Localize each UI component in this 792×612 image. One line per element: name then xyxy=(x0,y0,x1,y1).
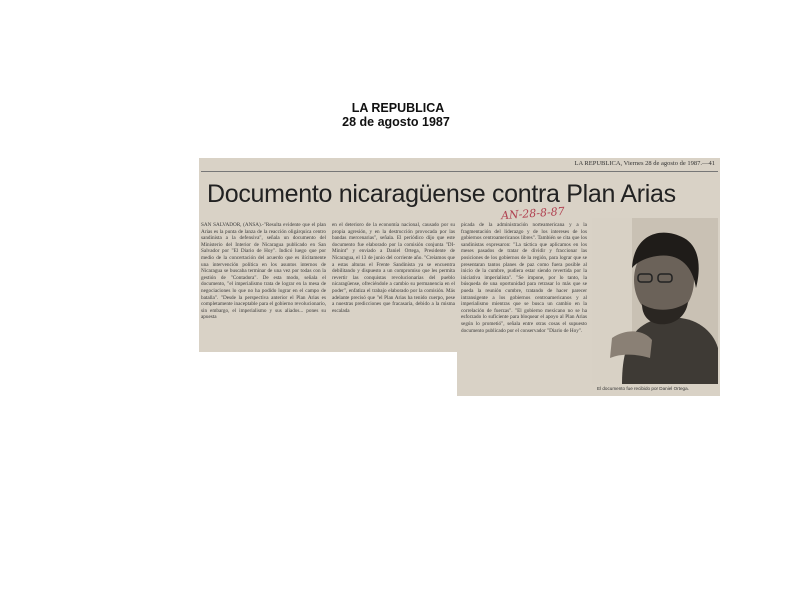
publication-date: 28 de agosto 1987 xyxy=(342,115,450,129)
article-column-2: en el deterioro de la economía nacional, causado por su propia agresión, y en la destrucción provocada por las bandas mercenarias", señala. El periódico dijo que este documento fue elaborado por la comisión conjunta "DI-Minint" y enviado a Daniel Ortega, Presidente de Nicaragua, el 13 de junio del corriente año. "Creíamos que a estas alturas el Frente Sandinista ya se encuentra debilitando y dispuesto a un compromiso que les permita revertir las conquistas revolucionarias del pueblo nicaragüense, ofreciéndole a cambio su permanencia en el poder", enfatiza el trabajo elaborado por la comisión. Más adelante precisó que "el Plan Arias ha tenido cuerpo, pese a nuestras predicciones que fracasaría, debido a la misma escalada xyxy=(332,222,455,314)
publication-name: LA REPUBLICA xyxy=(351,101,445,115)
portrait-photo-image xyxy=(592,218,718,384)
article-column-1: SAN SALVADOR, (ANSA).-"Resulta evidente que el plan Arias es la punta de lanza de la reacción oligárquica centro sandinista a la defensiva", señala un documento del Ministerio del Interior de Nicaragua publicado en San Salvador por "El Diario de Hoy". Indicó luego que por medio de la concertación del acuerdo que es ilícitamente una intervención política en los asuntos internos de Nicaragua se buscaba terminar de una vez por todas con la gestión de "Contadora". De esta modo, señala el documento, "el imperialismo trata de lograr en la mesa de negociaciones lo que no ha podido lograr en el campo de batalla". "Desde la perspectiva anterior el Plan Arias es completamente inaceptable para el gobierno revolucionario, sin embargo, el imperialismo y sus aliados... pones su apuesta xyxy=(201,222,326,321)
masthead-rule xyxy=(201,171,718,172)
photo-caption: El documento fue recibido por Daniel Ortega. xyxy=(597,386,689,391)
article-headline: Documento nicaragüense contra Plan Arias xyxy=(207,180,676,208)
article-column-3: picada de la administración norteamericana y a la fragmentación del liderazgo y de los intereses de los gobiernos centroamericanos libres". También se cita que los sandinistas expresaron: "La táctica que aplicamos en los meses pasados de tratar de dividir y fraccionar las posiciones de los gobiernos de la región, para lograr que se presentaran tantos planes de paz como fuera posible al inicio de la cumbre, pudiera estar siendo revertida por la iniciativa imperialista". "Se impone, por lo tanto, la búsqueda de una oportunidad para retrasar lo más que se pueda la reunión cumbre, tratando de hacer parecer intransigente a los gobiernos centroamericanos y al imperialismo mientras que se busca un cambio en la correlación de fuerzas". "El gobierno mexicano no se ha esforzado lo suficiente para bloquear el apoyo al Plan Arias según lo prometió", señala entre otras cosas el supuesto documento publicado por el conservador "Diario de Hoy". xyxy=(461,222,587,334)
clipping-masthead: LA REPUBLICA, Viernes 28 de agosto de 1987.—41 xyxy=(574,160,715,167)
handwritten-date-note: AN-28-8-87 xyxy=(500,204,566,223)
newspaper-clipping xyxy=(199,158,720,396)
page-header xyxy=(0,101,792,129)
portrait-photo xyxy=(592,218,718,384)
